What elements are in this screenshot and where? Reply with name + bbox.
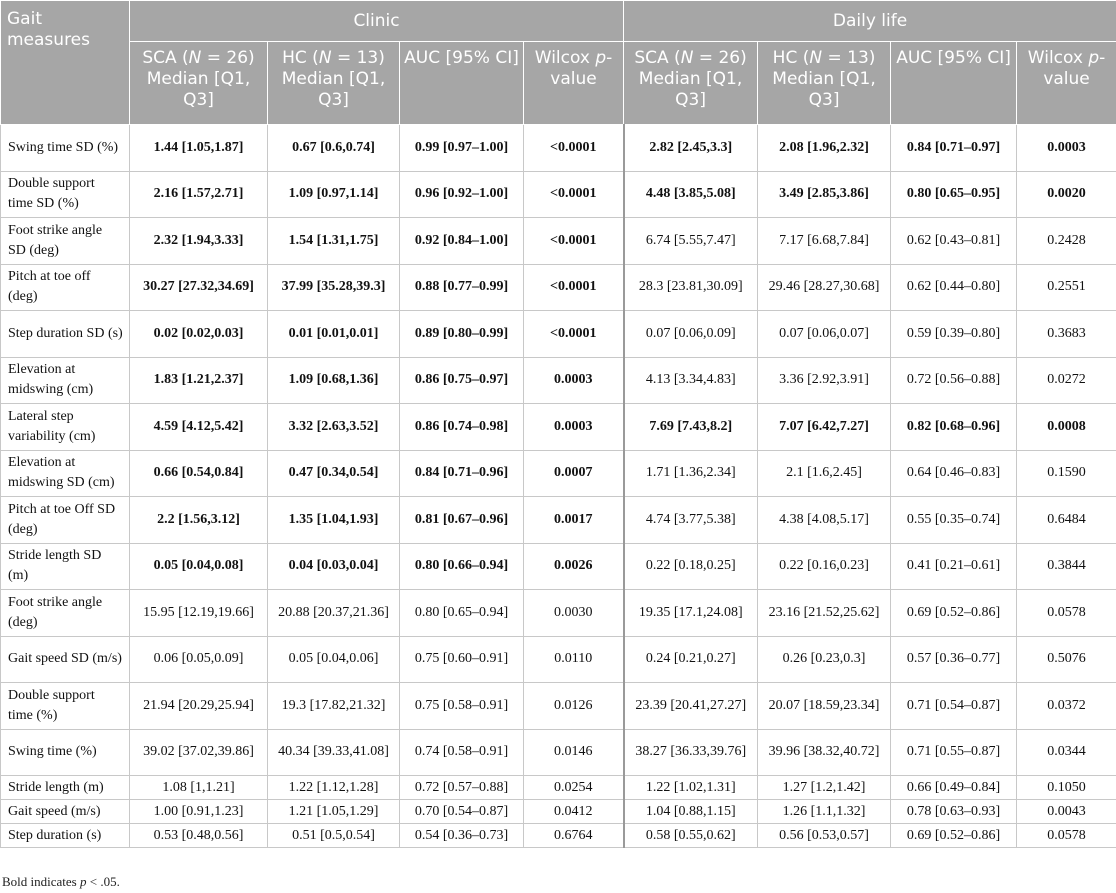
clinic-hc-header-part: = 13) Median [Q1, Q3] [281, 48, 386, 110]
clinic-sca-header [130, 42, 268, 125]
daily-hc-header [758, 42, 891, 125]
clinic-auc-header [400, 42, 524, 125]
value-cell: 0.0003 [524, 404, 624, 451]
measure-cell: Double support time SD (%) [1, 171, 130, 218]
table-row [1, 683, 1116, 730]
value-cell: 0.3844 [1017, 543, 1116, 590]
value-cell: 1.22 [1.12,1.28] [268, 776, 400, 800]
value-cell: 1.71 [1.36,2.34] [624, 450, 758, 497]
value-cell: 0.0578 [1017, 590, 1116, 637]
daily-auc-header-part: AUC [95% CI] [896, 48, 1011, 68]
measure-cell: Stride length SD (m) [1, 543, 130, 590]
value-cell: 0.75 [0.58–0.91] [400, 683, 524, 730]
value-cell: 0.64 [0.46–0.83] [891, 450, 1017, 497]
value-cell: 20.07 [18.59,23.34] [758, 683, 891, 730]
value-cell: 0.51 [0.5,0.54] [268, 824, 400, 848]
value-cell: 0.05 [0.04,0.06] [268, 636, 400, 683]
clinic-hc-header-part: HC ( [282, 48, 319, 68]
value-cell: 1.09 [0.68,1.36] [268, 357, 400, 404]
value-cell: 37.99 [35.28,39.3] [268, 264, 400, 311]
value-cell: 0.62 [0.43–0.81] [891, 218, 1017, 265]
value-cell: 0.0030 [524, 590, 624, 637]
value-cell: 0.0020 [1017, 171, 1116, 218]
table-row [1, 543, 1116, 590]
value-cell: 3.32 [2.63,3.52] [268, 404, 400, 451]
value-cell: 0.59 [0.39–0.80] [891, 311, 1017, 358]
value-cell: <0.0001 [524, 311, 624, 358]
value-cell: 0.0043 [1017, 800, 1116, 824]
value-cell: 0.0003 [524, 357, 624, 404]
value-cell: <0.0001 [524, 264, 624, 311]
value-cell: 23.16 [21.52,25.62] [758, 590, 891, 637]
value-cell: 0.81 [0.67–0.96] [400, 497, 524, 544]
clinic-wilcox-header [524, 42, 624, 125]
measure-cell: Swing time (%) [1, 729, 130, 776]
value-cell: 1.27 [1.2,1.42] [758, 776, 891, 800]
table-row [1, 450, 1116, 497]
value-cell: 0.0003 [1017, 125, 1116, 172]
value-cell: 0.2428 [1017, 218, 1116, 265]
value-cell: 1.44 [1.05,1.87] [130, 125, 268, 172]
value-cell: 0.80 [0.65–0.95] [891, 171, 1017, 218]
daily-sca-header-part: N [680, 48, 694, 68]
value-cell: 1.22 [1.02,1.31] [624, 776, 758, 800]
value-cell: 0.47 [0.34,0.54] [268, 450, 400, 497]
value-cell: 0.80 [0.65–0.94] [400, 590, 524, 637]
value-cell: 0.62 [0.44–0.80] [891, 264, 1017, 311]
value-cell: 0.69 [0.52–0.86] [891, 824, 1017, 848]
value-cell: 0.58 [0.55,0.62] [624, 824, 758, 848]
value-cell: 0.72 [0.56–0.88] [891, 357, 1017, 404]
daily-wilcox-header-part: Wilcox [1027, 48, 1089, 68]
value-cell: 1.09 [0.97,1.14] [268, 171, 400, 218]
value-cell: 0.41 [0.21–0.61] [891, 543, 1017, 590]
value-cell: 7.07 [6.42,7.27] [758, 404, 891, 451]
measure-cell: Pitch at toe off (deg) [1, 264, 130, 311]
value-cell: 1.83 [1.21,2.37] [130, 357, 268, 404]
value-cell: 0.1050 [1017, 776, 1116, 800]
value-cell: 40.34 [39.33,41.08] [268, 729, 400, 776]
table-row [1, 824, 1116, 848]
table-row [1, 311, 1116, 358]
value-cell: 0.0146 [524, 729, 624, 776]
value-cell: 0.0254 [524, 776, 624, 800]
value-cell: 19.35 [17.1,24.08] [624, 590, 758, 637]
clinic-group-header: Clinic [130, 1, 624, 42]
value-cell: <0.0001 [524, 218, 624, 265]
value-cell: 0.86 [0.74–0.98] [400, 404, 524, 451]
table-row [1, 800, 1116, 824]
value-cell: 0.66 [0.54,0.84] [130, 450, 268, 497]
value-cell: 4.74 [3.77,5.38] [624, 497, 758, 544]
value-cell: 0.26 [0.23,0.3] [758, 636, 891, 683]
clinic-sca-header-part: SCA ( [142, 48, 189, 68]
daily-sca-header [624, 42, 758, 125]
value-cell: 4.59 [4.12,5.42] [130, 404, 268, 451]
value-cell: 1.08 [1,1.21] [130, 776, 268, 800]
clinic-hc-header-part: N [318, 48, 332, 68]
value-cell: 7.69 [7.43,8.2] [624, 404, 758, 451]
value-cell: 21.94 [20.29,25.94] [130, 683, 268, 730]
value-cell: 0.99 [0.97–1.00] [400, 125, 524, 172]
value-cell: 1.26 [1.1,1.32] [758, 800, 891, 824]
value-cell: 0.74 [0.58–0.91] [400, 729, 524, 776]
value-cell: 20.88 [20.37,21.36] [268, 590, 400, 637]
measure-cell: Gait speed (m/s) [1, 800, 130, 824]
value-cell: 1.54 [1.31,1.75] [268, 218, 400, 265]
value-cell: 0.0110 [524, 636, 624, 683]
value-cell: 1.21 [1.05,1.29] [268, 800, 400, 824]
value-cell: 0.71 [0.55–0.87] [891, 729, 1017, 776]
gait-measures-header: Gait measures [1, 1, 130, 125]
value-cell: 0.0372 [1017, 683, 1116, 730]
value-cell: 29.46 [28.27,30.68] [758, 264, 891, 311]
clinic-auc-header-part: AUC [95% CI] [404, 48, 519, 68]
value-cell: <0.0001 [524, 125, 624, 172]
daily-hc-header-part: N [809, 48, 823, 68]
value-cell: 0.84 [0.71–0.96] [400, 450, 524, 497]
measure-cell: Elevation at midswing (cm) [1, 357, 130, 404]
daily-wilcox-header-part: -value [1043, 48, 1106, 89]
daily-life-group-header: Daily life [624, 1, 1116, 42]
value-cell: 38.27 [36.33,39.76] [624, 729, 758, 776]
value-cell: 0.1590 [1017, 450, 1116, 497]
value-cell: 2.82 [2.45,3.3] [624, 125, 758, 172]
value-cell: 0.84 [0.71–0.97] [891, 125, 1017, 172]
value-cell: 0.0026 [524, 543, 624, 590]
footnote-part: p [80, 874, 87, 889]
value-cell: 0.6764 [524, 824, 624, 848]
daily-wilcox-header-part: p [1088, 48, 1100, 68]
value-cell: 2.32 [1.94,3.33] [130, 218, 268, 265]
measure-cell: Foot strike angle SD (deg) [1, 218, 130, 265]
value-cell: <0.0001 [524, 171, 624, 218]
value-cell: 15.95 [12.19,19.66] [130, 590, 268, 637]
value-cell: 0.22 [0.16,0.23] [758, 543, 891, 590]
value-cell: 30.27 [27.32,34.69] [130, 264, 268, 311]
value-cell: 0.92 [0.84–1.00] [400, 218, 524, 265]
value-cell: 2.16 [1.57,2.71] [130, 171, 268, 218]
value-cell: 0.54 [0.36–0.73] [400, 824, 524, 848]
value-cell: 28.3 [23.81,30.09] [624, 264, 758, 311]
table-row [1, 357, 1116, 404]
value-cell: 3.49 [2.85,3.86] [758, 171, 891, 218]
table-row [1, 218, 1116, 265]
clinic-sca-header-part: = 26) Median [Q1, Q3] [146, 48, 255, 110]
measure-cell: Step duration (s) [1, 824, 130, 848]
value-cell: 4.38 [4.08,5.17] [758, 497, 891, 544]
value-cell: 0.3683 [1017, 311, 1116, 358]
column-subheader-row [1, 42, 1116, 125]
table-body [1, 125, 1116, 848]
value-cell: 0.75 [0.60–0.91] [400, 636, 524, 683]
value-cell: 0.2551 [1017, 264, 1116, 311]
value-cell: 0.70 [0.54–0.87] [400, 800, 524, 824]
value-cell: 19.3 [17.82,21.32] [268, 683, 400, 730]
value-cell: 0.88 [0.77–0.99] [400, 264, 524, 311]
daily-sca-header-part: = 26) Median [Q1, Q3] [638, 48, 747, 110]
value-cell: 0.57 [0.36–0.77] [891, 636, 1017, 683]
clinic-wilcox-header-part: -value [550, 48, 613, 89]
value-cell: 3.36 [2.92,3.91] [758, 357, 891, 404]
measure-cell: Stride length (m) [1, 776, 130, 800]
daily-sca-header-part: SCA ( [634, 48, 681, 68]
table-row [1, 497, 1116, 544]
daily-auc-header [891, 42, 1017, 125]
table-row [1, 125, 1116, 172]
clinic-wilcox-header-part: Wilcox [534, 48, 596, 68]
measure-cell: Swing time SD (%) [1, 125, 130, 172]
measure-cell: Elevation at midswing SD (cm) [1, 450, 130, 497]
value-cell: 0.89 [0.80–0.99] [400, 311, 524, 358]
value-cell: 0.71 [0.54–0.87] [891, 683, 1017, 730]
measure-cell: Double support time (%) [1, 683, 130, 730]
value-cell: 39.02 [37.02,39.86] [130, 729, 268, 776]
value-cell: 0.01 [0.01,0.01] [268, 311, 400, 358]
value-cell: 7.17 [6.68,7.84] [758, 218, 891, 265]
value-cell: 0.55 [0.35–0.74] [891, 497, 1017, 544]
value-cell: 0.0412 [524, 800, 624, 824]
clinic-sca-header-part: N [188, 48, 202, 68]
value-cell: 23.39 [20.41,27.27] [624, 683, 758, 730]
value-cell: 4.13 [3.34,4.83] [624, 357, 758, 404]
value-cell: 0.67 [0.6,0.74] [268, 125, 400, 172]
measure-cell: Step duration SD (s) [1, 311, 130, 358]
table-row [1, 590, 1116, 637]
value-cell: 4.48 [3.85,5.08] [624, 171, 758, 218]
footnote-part: Bold indicates [2, 874, 80, 889]
value-cell: 0.24 [0.21,0.27] [624, 636, 758, 683]
value-cell: 0.69 [0.52–0.86] [891, 590, 1017, 637]
table-row [1, 636, 1116, 683]
measure-cell: Lateral step variability (cm) [1, 404, 130, 451]
value-cell: 2.1 [1.6,2.45] [758, 450, 891, 497]
value-cell: 0.72 [0.57–0.88] [400, 776, 524, 800]
daily-hc-header-part: HC ( [772, 48, 810, 68]
value-cell: 0.22 [0.18,0.25] [624, 543, 758, 590]
table-row [1, 171, 1116, 218]
table-row [1, 776, 1116, 800]
value-cell: 0.0008 [1017, 404, 1116, 451]
value-cell: 0.56 [0.53,0.57] [758, 824, 891, 848]
value-cell: 0.04 [0.03,0.04] [268, 543, 400, 590]
value-cell: 6.74 [5.55,7.47] [624, 218, 758, 265]
table-row [1, 404, 1116, 451]
value-cell: 0.0344 [1017, 729, 1116, 776]
value-cell: 0.0017 [524, 497, 624, 544]
value-cell: 2.08 [1.96,2.32] [758, 125, 891, 172]
measure-cell: Gait speed SD (m/s) [1, 636, 130, 683]
value-cell: 0.78 [0.63–0.93] [891, 800, 1017, 824]
value-cell: 0.07 [0.06,0.09] [624, 311, 758, 358]
table-row [1, 264, 1116, 311]
value-cell: 0.05 [0.04,0.08] [130, 543, 268, 590]
value-cell: 1.00 [0.91,1.23] [130, 800, 268, 824]
value-cell: 39.96 [38.32,40.72] [758, 729, 891, 776]
value-cell: 0.6484 [1017, 497, 1116, 544]
value-cell: 2.2 [1.56,3.12] [130, 497, 268, 544]
value-cell: 0.02 [0.02,0.03] [130, 311, 268, 358]
value-cell: 0.86 [0.75–0.97] [400, 357, 524, 404]
daily-hc-header-part: = 13) Median [Q1, Q3] [772, 48, 876, 110]
value-cell: 0.07 [0.06,0.07] [758, 311, 891, 358]
clinic-wilcox-header-part: p [595, 48, 607, 68]
table-row [1, 729, 1116, 776]
value-cell: 0.0272 [1017, 357, 1116, 404]
value-cell: 0.0578 [1017, 824, 1116, 848]
value-cell: 0.80 [0.66–0.94] [400, 543, 524, 590]
value-cell: 0.53 [0.48,0.56] [130, 824, 268, 848]
value-cell: 1.35 [1.04,1.93] [268, 497, 400, 544]
value-cell: 0.96 [0.92–1.00] [400, 171, 524, 218]
value-cell: 0.0126 [524, 683, 624, 730]
value-cell: 0.5076 [1017, 636, 1116, 683]
measure-cell: Pitch at toe Off SD (deg) [1, 497, 130, 544]
clinic-hc-header [268, 42, 400, 125]
footnote [2, 874, 120, 890]
footnote-part: < .05. [86, 874, 120, 889]
value-cell: 0.0007 [524, 450, 624, 497]
value-cell: 0.82 [0.68–0.96] [891, 404, 1017, 451]
value-cell: 0.06 [0.05,0.09] [130, 636, 268, 683]
value-cell: 0.66 [0.49–0.84] [891, 776, 1017, 800]
daily-wilcox-header [1017, 42, 1116, 125]
value-cell: 1.04 [0.88,1.15] [624, 800, 758, 824]
measure-cell: Foot strike angle (deg) [1, 590, 130, 637]
